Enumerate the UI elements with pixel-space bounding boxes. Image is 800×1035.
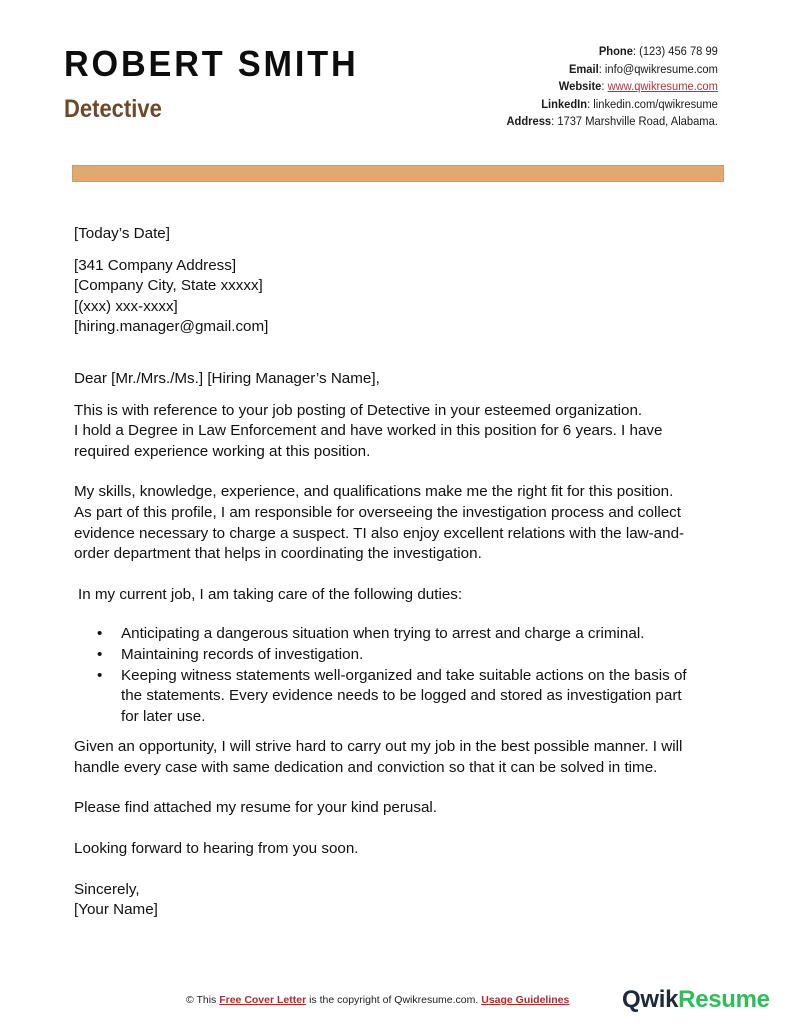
copyright-notice — [186, 994, 569, 1006]
contact-separator: : — [551, 114, 558, 129]
list-item — [74, 645, 734, 666]
contact-separator: : — [601, 79, 608, 94]
bullet-icon: • — [97, 645, 103, 663]
copyright-prefix: © This — [186, 994, 220, 1006]
paragraph-line: Given an opportunity, I will strive hard to carry out my job in the best possible manner. I will — [74, 738, 683, 756]
paragraph-resume — [74, 798, 734, 819]
salutation — [74, 369, 734, 390]
contact-block — [507, 43, 718, 131]
paragraph-line: My skills, knowledge, experience, and qualifications make me the right fit for this position. — [74, 483, 674, 501]
contact-label: Address — [506, 114, 552, 129]
sign-off — [74, 880, 734, 921]
contact-value: info@qwikresume.com — [605, 61, 718, 76]
duty-line: Anticipating a dangerous situation when trying to arrest and charge a criminal. — [121, 625, 645, 643]
header-divider-bar — [72, 165, 724, 182]
logo-text-qwik: Qwik — [622, 986, 679, 1013]
recipient-line: [(xxx) xxx-xxxx] — [74, 297, 178, 315]
list-item — [74, 666, 734, 728]
contact-value: linkedin.com/qwikresume — [593, 96, 718, 111]
duties-list — [74, 624, 734, 727]
contact-label: Website — [558, 79, 602, 94]
duty-line: Maintaining records of investigation. — [121, 645, 364, 663]
recipient-line: [hiring.manager@gmail.com] — [74, 318, 269, 336]
contact-value: (123) 456 78 99 — [639, 44, 718, 58]
copyright-middle: is the copyright of Qwikresume.com. — [306, 994, 482, 1006]
qwikresume-logo[interactable] — [622, 985, 770, 1015]
paragraph-closing — [74, 839, 734, 860]
duties-intro — [74, 585, 734, 606]
paragraph-line: handle every case with same dedication and conviction so that it can be solved in time. — [74, 758, 658, 776]
contact-phone — [507, 43, 718, 61]
paragraph-intro — [74, 401, 734, 463]
contact-separator: : — [587, 96, 594, 111]
paragraph-line: Looking forward to hearing from you soon. — [74, 840, 359, 858]
contact-email — [507, 61, 718, 79]
bullet-icon: • — [97, 666, 103, 684]
contact-label: Phone — [598, 44, 634, 58]
list-item — [74, 624, 734, 645]
letter-date — [74, 224, 734, 245]
salutation-text: Dear [Mr./Mrs./Ms.] [Hiring Manager’s Name], — [74, 369, 380, 387]
paragraph-line: Please find attached my resume for your kind perusal. — [74, 799, 437, 817]
paragraph-line: This is with reference to your job posting of Detective in your esteemed organization. — [74, 401, 643, 419]
duty-line: for later use. — [121, 707, 206, 725]
usage-guidelines-link[interactable]: Usage Guidelines — [481, 994, 570, 1006]
paragraph-commitment — [74, 737, 734, 778]
contact-label: Email — [569, 61, 599, 76]
contact-value: 1737 Marshville Road, Alabama. — [557, 114, 718, 129]
paragraph-line: required experience working at this position. — [74, 442, 371, 460]
date-text: [Today’s Date] — [74, 225, 170, 242]
paragraph-line: As part of this profile, I am responsible for overseeing the investigation process and collect — [74, 503, 681, 521]
paragraph-line: evidence necessary to charge a suspect. TI also enjoy excellent relations with the law-and- — [74, 524, 685, 542]
contact-separator: : — [633, 44, 640, 58]
recipient-line: [Company City, State xxxxx] — [74, 277, 263, 295]
contact-separator: : — [598, 61, 606, 76]
candidate-name: ROBERT SMITH — [64, 43, 359, 84]
duties-intro-text: In my current job, I am taking care of the following duties: — [78, 585, 463, 603]
logo-text-resume: Resume — [678, 986, 770, 1013]
website-link[interactable]: www.qwikresume.com — [607, 79, 718, 94]
closing-text: Sincerely, — [74, 880, 140, 898]
paragraph-skills — [74, 482, 734, 564]
duty-line: Keeping witness statements well-organized and take suitable actions on the basis of — [121, 666, 687, 684]
recipient-address — [74, 256, 734, 338]
free-cover-letter-link[interactable]: Free Cover Letter — [219, 994, 307, 1006]
job-title: Detective — [64, 95, 162, 123]
recipient-line: [341 Company Address] — [74, 256, 237, 274]
signature-text: [Your Name] — [74, 901, 158, 919]
paragraph-line: I hold a Degree in Law Enforcement and have worked in this position for 6 years. I have — [74, 422, 663, 440]
contact-label: LinkedIn — [541, 96, 588, 111]
paragraph-line: order department that helps in coordinating the investigation. — [74, 545, 482, 563]
bullet-icon: • — [97, 625, 103, 643]
contact-website — [507, 78, 718, 96]
letter-body — [74, 224, 734, 932]
contact-address — [507, 113, 718, 131]
contact-linkedin — [507, 96, 718, 114]
duty-line: the statements. Every evidence needs to be logged and stored as investigation part — [121, 687, 682, 705]
